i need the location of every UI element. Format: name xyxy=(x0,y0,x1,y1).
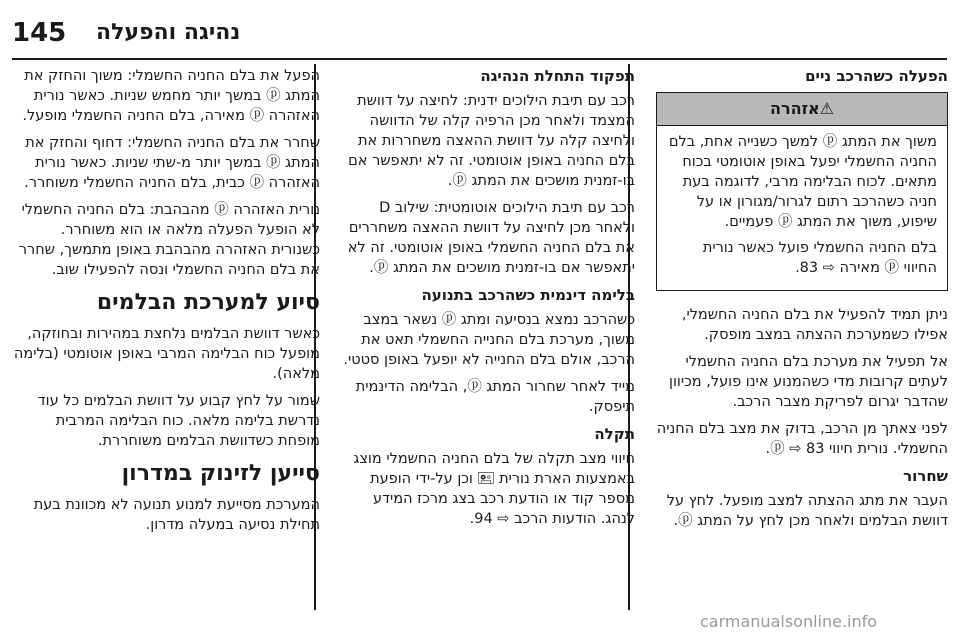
paragraph: לפני צאתך מן הרכב, בדוק את מצב בלם החניה החשמלי. נורית חיווי ⓟ ⇨ 83. xyxy=(656,421,948,457)
page-number: 145 xyxy=(12,18,67,48)
paragraph: כאשר דוושת הבלמים נלחצת במהירות ובחוזקה, מופעל כוח הבלימה המרבי באופן אוטומטי (בלימה מלאה). xyxy=(13,326,320,382)
column-left xyxy=(12,66,320,636)
heading-drive-away: תפקוד התחלת הנהיגה xyxy=(480,67,635,85)
heading-brake-assist: סיוע למערכת הבלמים xyxy=(96,290,320,315)
paragraph: שחרר את בלם החניה החשמלי: דחוף והחזק את המתג ⓟ במשך יותר מ-שתי שניות. כאשר נורית האזהרה ⓟ כבית, בלם החניה החשמלי משוחרר. xyxy=(24,135,320,191)
section-title: נהיגה והפעלה xyxy=(96,20,241,45)
paragraph: נורית האזהרה ⓟ מהבהבת: בלם החניה החשמלי לא הופעל הפעלה מלאה או הוא משוחרר. כשנורית האזהרה מהבהבת באופן מתמשך, שחרר את בלם החניה החשמלי ונסה להפעילו שוב. xyxy=(18,202,320,278)
paragraph: כשהרכב נמצא בנסיעה ומתג ⓟ נשאר במצב משוך, מערכת בלם החנייה החשמלי תאט את הרכב, אולם בלם החנייה לא יופעל באופן סטטי. xyxy=(343,312,635,368)
heading-stationary: הפעלה כשהרכב ניים xyxy=(805,67,948,85)
paragraph: שמור על לחץ קבוע על דוושת הבלמים כל עוד נדרשת בלימה מלאה. כוח הבלימה המרבית מופחת כשדוושת הבלמים משוחררת. xyxy=(37,393,320,449)
paragraph: המערכת מסייעת למנוע תנועה לא מכוונת בעת תחילת נסיעה במעלה מדרון. xyxy=(33,497,320,533)
heading-fault: תקלה xyxy=(594,425,635,443)
header-rule xyxy=(12,58,947,60)
heading-release: שחרור xyxy=(903,467,948,485)
paragraph: ניתן תמיד להפעיל את בלם החניה החשמלי, אפילו כשמערכת ההצתה במצב מופסק. xyxy=(681,307,948,343)
paragraph: הפעל את בלם החניה החשמלי: משוך והחזק את המתג ⓟ במשך יותר מחמש שניות. כאשר נורית האזהרה ⓟ מאירה, בלם החניה החשמלי מופעל. xyxy=(22,68,320,124)
warning-icon: ⚠ xyxy=(819,99,834,118)
warning-box xyxy=(656,92,948,291)
paragraph: רכב עם תיבת הילוכים ידנית: לחיצה על דוושת המצמד ולאחר מכן הרפיה קלה של הדוושה ולחיצה קלה על דוושת ההאצה משחררות את בלם החניה באופן אוטומטי. זה לא יתאפשר אם בו-זמנית מושכים את המתג ⓟ. xyxy=(348,93,635,189)
heading-hill-start-assist: סייען לזינוק במדרון xyxy=(121,461,320,486)
paragraph: רכב עם תיבת הילוכים אוטומטית: שילוב D ולאחר מכן לחיצה על דוושת ההאצה משחררים את בלם החניה החשמלי באופן אוטומטי. זה לא יתאפשר אם בו-זמנית מושכים את המתג ⓟ. xyxy=(347,200,635,276)
warning-header xyxy=(657,93,947,126)
warning-text-1: משוך את המתג ⓟ למשך כשנייה אחת, בלם החניה החשמלי יפעל באופן אוטומטי בכוח מתאים. לכוח הבלימה מרבי, לדוגמה בעת חניה כשהרכב רתום לגרור/מגורון או על שיפוע, משוך את המתג ⓟ פעמיים. xyxy=(668,134,937,230)
warning-text-2: בלם החניה החשמלי פועל כאשר נורית החיווי ⓟ מאירה ⇨ 83. xyxy=(702,240,937,276)
warning-label: אזהרה xyxy=(769,99,820,118)
watermark: carmanualsonline.info xyxy=(700,612,878,631)
paragraph: מייד לאחר שחרור המתג ⓟ, הבלימה הדינמית תיפסק. xyxy=(355,379,635,415)
warning-body xyxy=(657,126,947,290)
paragraph: אל תפעיל את מערכת בלם החניה החשמלי לעתים קרובות מדי כשהמנוע אינו פועל, מכיוון שהדבר יגרום לפריקת מצבר הרכב. xyxy=(669,354,948,410)
heading-dynamic-braking: בלימה דינמית כשהרכב בתנועה xyxy=(421,286,635,304)
column-right xyxy=(656,66,948,636)
paragraph: העבר את מתג ההצתה למצב מופעל. לחץ על דוושת הבלמים ולאחר מכן לחץ על המתג ⓟ. xyxy=(666,493,948,529)
paragraph: חיווי מצב תקלה של בלם החניה החשמלי מוצג באמצעות הארת נורית 🖭 וכן על-ידי הופעת מספר קוד או הודעת רכב בצג מרכז המידע לנהג. הודעות הרכב ⇨ 94. xyxy=(353,451,635,527)
column-middle xyxy=(343,66,635,636)
